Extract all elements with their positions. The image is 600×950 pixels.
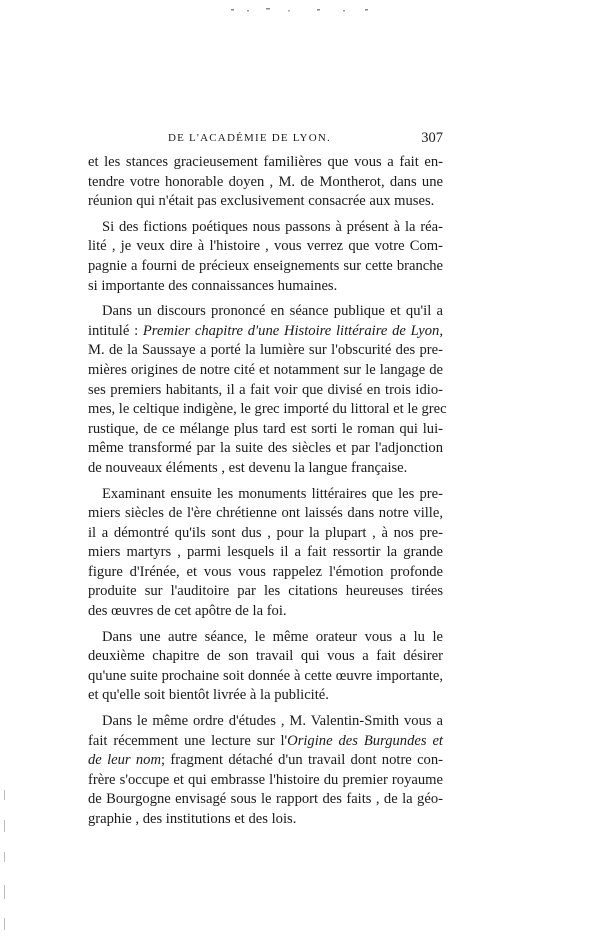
- text-line: graphie , des institutions et des lois.: [88, 811, 297, 827]
- text-line: [88, 322, 443, 342]
- text-line: Examinant ensuite les monuments littéraires que les pre-: [102, 485, 443, 502]
- paragraph: [88, 628, 443, 706]
- text-line: miers martyrs , parmi lesquels il a fait ressortir la grande: [88, 544, 443, 561]
- text-line: Dans une autre séance, le même orateur vous a lu le: [102, 628, 443, 645]
- text-line: ses premiers habitants, il a fait voir que divisé en trois idio-: [88, 381, 443, 398]
- text-line: qu'une suite prochaine soit donnée à cette œuvre importante,: [88, 667, 443, 684]
- text-line: de nouveaux éléments , est devenu la langue française.: [88, 459, 408, 476]
- text-line: figure d'Irénée, et vous vous rappelez l'émotion profonde: [88, 563, 443, 580]
- text-line: si importante des connaissances humaines.: [88, 277, 338, 294]
- text-line: [88, 732, 443, 752]
- text-line: produite sur l'auditoire par les citations heureuses tirées: [88, 583, 443, 600]
- paragraph: [88, 485, 443, 622]
- text-line: Dans le même ordre d'études , M. Valentin-Smith vous a: [102, 713, 443, 730]
- text-line: réunion qui n'était pas exclusivement consacrée aux muses.: [88, 193, 435, 210]
- text-line: Dans un discours prononcé en séance publique et qu'il a: [102, 303, 443, 320]
- paragraph: [88, 302, 447, 478]
- text-line: [88, 751, 443, 771]
- printing-specks: [225, 6, 385, 14]
- running-header: [88, 130, 443, 148]
- text-run: ; fragment détaché d'un travail dont notre con-: [161, 752, 444, 769]
- text-line: rustique, de ce mélange plus tard est sorti le roman qui lui-: [88, 420, 443, 437]
- text-line: miers siècles de l'ère chrétienne ont laissés dans notre ville,: [88, 505, 443, 522]
- scan-edge-marks: [3, 790, 7, 940]
- text-line: de Bourgogne envisagé sous le rapport des faits , de la géo-: [88, 791, 443, 808]
- text-line: et les stances gracieusement familières que vous a fait en-: [88, 154, 443, 170]
- text-line: même transformé par la suite des siècles et par l'adjonction: [88, 440, 443, 457]
- running-title: DE L'ACADÉMIE DE LYON.: [168, 132, 331, 144]
- work-title-italic: Premier chapitre d'une Histoire littéraire de Lyon,: [142, 322, 443, 339]
- text-line: il a démontré qu'ils sont dus , pour la plupart , à nos pre-: [88, 524, 443, 541]
- text-line: Si des fictions poétiques nous passons à présent à la réa-: [102, 218, 443, 235]
- body-text: [88, 153, 447, 830]
- page-number: 307: [421, 130, 443, 146]
- work-title-italic: de leur nom: [88, 752, 162, 769]
- text-line: frère s'occupe et qui embrasse l'histoire du premier royaume: [88, 771, 443, 788]
- paragraph: [88, 153, 443, 212]
- text-line: lité , je veux dire à l'histoire , vous verrez que votre Com-: [88, 238, 443, 255]
- text-line: M. de la Saussaye a porté la lumière sur l'obscurité des pre-: [88, 342, 443, 359]
- text-line: tendre votre honorable doyen , M. de Montherot, dans une: [88, 173, 443, 190]
- text-line: et qu'elle soit bientôt livrée à la publicité.: [88, 687, 329, 704]
- text-run: intitulé :: [88, 322, 139, 339]
- text-line: pagnie a fourni de précieux enseignements sur cette branche: [88, 257, 443, 274]
- paragraph: [88, 712, 443, 830]
- text-line: mes, le celtique indigène, le grec importé du littoral et le grec: [88, 401, 447, 418]
- text-line: des œuvres de cet apôtre de la foi.: [88, 603, 287, 620]
- text-line: mières origines de notre cité et notamment sur le langage de: [88, 361, 443, 378]
- text-line: deuxième chapitre de son travail qui vous a fait désirer: [88, 648, 443, 665]
- text-run: fait récemment une lecture sur l': [88, 732, 288, 749]
- paragraph: [88, 218, 443, 296]
- work-title-italic: Origine des Burgundes et: [287, 732, 443, 749]
